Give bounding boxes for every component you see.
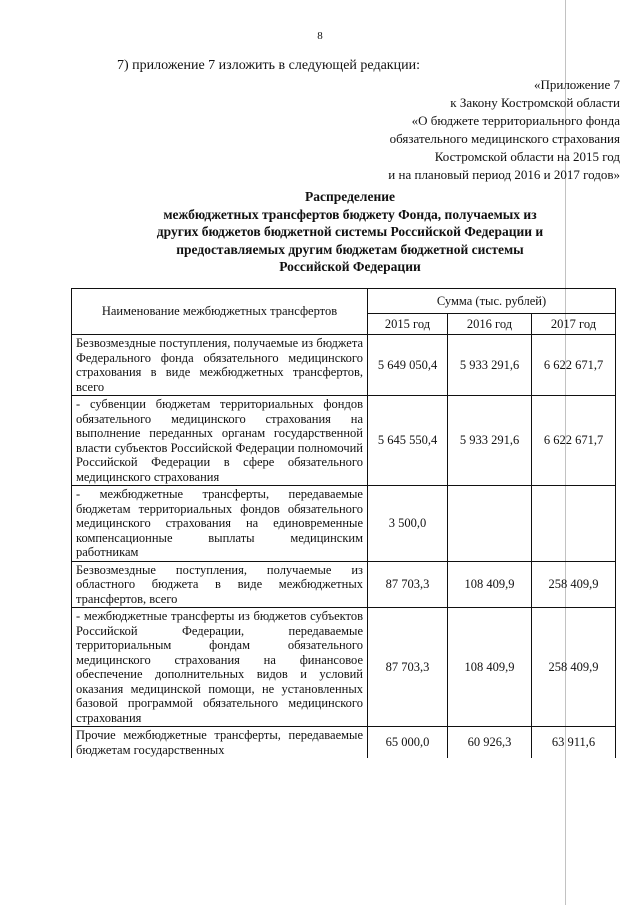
column-header-year: 2016 год <box>448 314 532 335</box>
value-2015: 65 000,0 <box>368 727 448 759</box>
value-2015: 87 703,3 <box>368 561 448 608</box>
value-2016: 5 933 291,6 <box>448 396 532 486</box>
value-2017: 63 911,6 <box>532 727 616 759</box>
value-2015: 5 649 050,4 <box>368 335 448 396</box>
table-row <box>72 396 616 486</box>
document-title-line: Распределение <box>304 189 396 204</box>
row-name: - межбюджетные трансферты, передаваемые бюджетам территориальных фондов обязательного медицинского страхования на единовременные компенсационные выплаты медицинским работникам <box>72 486 368 562</box>
value-2017: 258 409,9 <box>532 608 616 727</box>
row-name: Прочие межбюджетные трансферты, передаваемые бюджетам государственных <box>72 727 368 759</box>
column-header-year: 2017 год <box>532 314 616 335</box>
appendix-reference-line: Костромской области на 2015 год <box>434 149 620 164</box>
document-title <box>120 188 580 276</box>
value-2016: 108 409,9 <box>448 561 532 608</box>
table-row <box>72 561 616 608</box>
value-2017: 6 622 671,7 <box>532 396 616 486</box>
page-number: 8 <box>317 30 323 42</box>
column-header-sum: Сумма (тыс. рублей) <box>368 289 616 314</box>
value-2016: 5 933 291,6 <box>448 335 532 396</box>
row-name: - субвенции бюджетам территориальных фондов обязательного медицинского страхования на выполнение переданных органам государственной власти субъектов Российской Федерации полномочий Российской Федерации в сфере обязательного медицинского страхования <box>72 396 368 486</box>
appendix-reference-line: «Приложение 7 <box>533 77 620 92</box>
table-row <box>72 608 616 727</box>
value-2015: 5 645 550,4 <box>368 396 448 486</box>
document-title-line: предоставляемых другим бюджетам бюджетной системы <box>176 241 524 257</box>
value-2016: 108 409,9 <box>448 608 532 727</box>
value-2016 <box>448 486 532 562</box>
column-header-name: Наименование межбюджетных трансфертов <box>72 289 368 335</box>
table-header-row <box>72 289 616 314</box>
table-row <box>72 727 616 759</box>
value-2016: 60 926,3 <box>448 727 532 759</box>
value-2015: 87 703,3 <box>368 608 448 727</box>
row-name: Безвозмездные поступления, получаемые из бюджета Федерального фонда обязательного медицинского страхования в виде межбюджетных трансфертов, всего <box>72 335 368 396</box>
table-row <box>72 335 616 396</box>
value-2015: 3 500,0 <box>368 486 448 562</box>
value-2017: 6 622 671,7 <box>532 335 616 396</box>
document-title-line: Российской Федерации <box>279 259 421 274</box>
amendment-intro: 7) приложение 7 изложить в следующей редакции: <box>117 58 420 73</box>
appendix-reference <box>388 76 620 184</box>
document-title-line: межбюджетных трансфертов бюджету Фонда, получаемых из <box>163 206 537 222</box>
value-2017 <box>532 486 616 562</box>
appendix-reference-line: к Закону Костромской области <box>450 95 620 110</box>
appendix-reference-line: «О бюджете территориального фонда <box>411 113 620 128</box>
row-name: Безвозмездные поступления, получаемые из областного бюджета в виде межбюджетных трансфертов, всего <box>72 561 368 608</box>
column-header-year: 2015 год <box>368 314 448 335</box>
document-title-line: других бюджетов бюджетной системы Российской Федерации и <box>156 224 544 239</box>
transfers-table <box>71 288 616 758</box>
appendix-reference-line: и на плановый период 2016 и 2017 годов» <box>388 167 620 182</box>
row-name: - межбюджетные трансферты из бюджетов субъектов Российской Федерации, передаваемые территориальным фондам обязательного медицинского страхования на финансовое обеспечение дополнительных видов и условий оказания медицинской помощи, не установленных базовой программой обязательного медицинского страхования <box>72 608 368 727</box>
value-2017: 258 409,9 <box>532 561 616 608</box>
appendix-reference-line: обязательного медицинского страхования <box>389 131 620 146</box>
table-row <box>72 486 616 562</box>
